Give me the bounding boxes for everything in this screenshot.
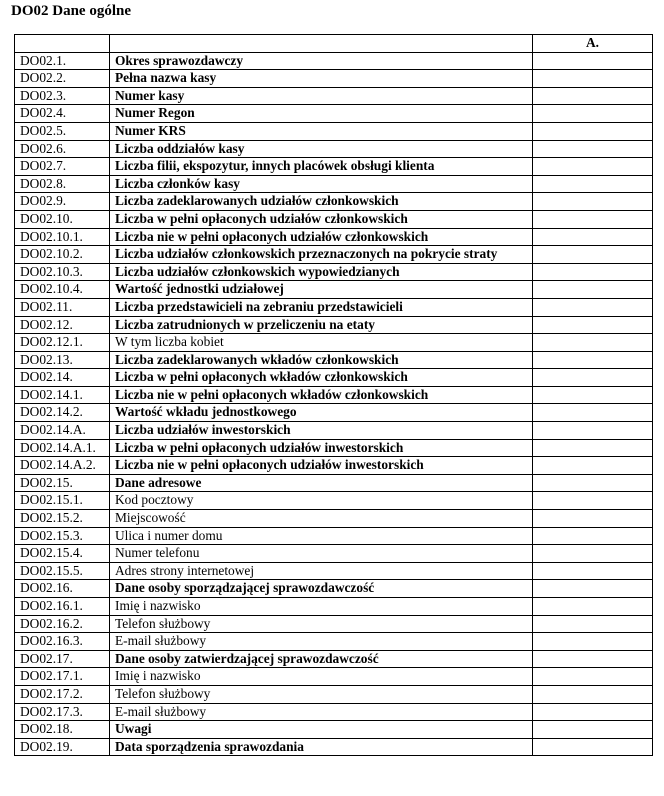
general-data-table (14, 34, 653, 756)
value-cell[interactable] (533, 474, 653, 492)
value-cell[interactable] (533, 298, 653, 316)
row-code: DO02.16.3. (15, 633, 110, 651)
value-cell[interactable] (533, 351, 653, 369)
row-code: DO02.10.1. (15, 228, 110, 246)
row-code: DO02.7. (15, 158, 110, 176)
table-row (15, 105, 653, 123)
value-cell[interactable] (533, 703, 653, 721)
value-cell[interactable] (533, 386, 653, 404)
table-row (15, 52, 653, 70)
table-row (15, 158, 653, 176)
value-cell[interactable] (533, 580, 653, 598)
table-row (15, 562, 653, 580)
row-label: Telefon służbowy (110, 685, 533, 703)
row-code: DO02.14.A.1. (15, 439, 110, 457)
row-code: DO02.13. (15, 351, 110, 369)
table-row (15, 545, 653, 563)
value-cell[interactable] (533, 615, 653, 633)
table-row (15, 422, 653, 440)
value-cell[interactable] (533, 404, 653, 422)
row-label: Liczba filii, ekspozytur, innych placówek obsługi klienta (110, 158, 533, 176)
row-label: Numer Regon (110, 105, 533, 123)
value-cell[interactable] (533, 140, 653, 158)
row-code: DO02.10.2. (15, 246, 110, 264)
row-code: DO02.5. (15, 122, 110, 140)
value-cell[interactable] (533, 527, 653, 545)
row-code: DO02.16. (15, 580, 110, 598)
row-code: DO02.15.5. (15, 562, 110, 580)
row-code: DO02.10. (15, 210, 110, 228)
row-code: DO02.14.A.2. (15, 457, 110, 475)
row-code: DO02.16.2. (15, 615, 110, 633)
table-row (15, 703, 653, 721)
value-cell[interactable] (533, 721, 653, 739)
row-label: Liczba zatrudnionych w przeliczeniu na etaty (110, 316, 533, 334)
row-code: DO02.15. (15, 474, 110, 492)
row-code: DO02.4. (15, 105, 110, 123)
column-a-header: A. (533, 35, 653, 53)
row-label: Imię i nazwisko (110, 668, 533, 686)
row-code: DO02.10.3. (15, 263, 110, 281)
row-code: DO02.10.4. (15, 281, 110, 299)
table-row (15, 281, 653, 299)
table-row (15, 668, 653, 686)
row-label: Numer kasy (110, 87, 533, 105)
row-code: DO02.17.1. (15, 668, 110, 686)
value-cell[interactable] (533, 439, 653, 457)
row-label: Telefon służbowy (110, 615, 533, 633)
table-row (15, 386, 653, 404)
table-row (15, 210, 653, 228)
row-label: Liczba oddziałów kasy (110, 140, 533, 158)
value-cell[interactable] (533, 158, 653, 176)
row-label: Liczba zadeklarowanych wkładów członkowskich (110, 351, 533, 369)
row-label: Pełna nazwa kasy (110, 70, 533, 88)
row-label: Liczba udziałów członkowskich przeznaczonych na pokrycie straty (110, 246, 533, 264)
value-cell[interactable] (533, 263, 653, 281)
value-cell[interactable] (533, 281, 653, 299)
row-code: DO02.17. (15, 650, 110, 668)
table-row (15, 175, 653, 193)
row-code: DO02.9. (15, 193, 110, 211)
row-code: DO02.16.1. (15, 598, 110, 616)
row-code: DO02.14.2. (15, 404, 110, 422)
row-label: W tym liczba kobiet (110, 334, 533, 352)
row-code: DO02.12.1. (15, 334, 110, 352)
value-cell[interactable] (533, 457, 653, 475)
value-cell[interactable] (533, 562, 653, 580)
row-label: Data sporządzenia sprawozdania (110, 738, 533, 756)
table-row (15, 598, 653, 616)
row-code: DO02.8. (15, 175, 110, 193)
row-label: Liczba w pełni opłaconych udziałów inwestorskich (110, 439, 533, 457)
header-label-cell (110, 35, 533, 53)
value-cell[interactable] (533, 193, 653, 211)
row-label: E-mail służbowy (110, 703, 533, 721)
value-cell[interactable] (533, 422, 653, 440)
value-cell[interactable] (533, 598, 653, 616)
row-code: DO02.14.A. (15, 422, 110, 440)
table-row (15, 246, 653, 264)
table-row (15, 510, 653, 528)
table-row (15, 439, 653, 457)
value-cell[interactable] (533, 650, 653, 668)
row-label: Numer telefonu (110, 545, 533, 563)
value-cell[interactable] (533, 492, 653, 510)
value-cell[interactable] (533, 87, 653, 105)
row-code: DO02.15.1. (15, 492, 110, 510)
value-cell[interactable] (533, 70, 653, 88)
row-label: Liczba nie w pełni opłaconych wkładów członkowskich (110, 386, 533, 404)
row-label: Ulica i numer domu (110, 527, 533, 545)
table-row (15, 140, 653, 158)
row-code: DO02.15.2. (15, 510, 110, 528)
row-label: Liczba nie w pełni opłaconych udziałów członkowskich (110, 228, 533, 246)
value-cell[interactable] (533, 316, 653, 334)
table-row (15, 228, 653, 246)
value-cell[interactable] (533, 175, 653, 193)
table-row (15, 721, 653, 739)
table-row (15, 615, 653, 633)
row-code: DO02.2. (15, 70, 110, 88)
row-label: Liczba w pełni opłaconych wkładów członkowskich (110, 369, 533, 387)
table-row (15, 351, 653, 369)
table-row (15, 457, 653, 475)
row-label: Wartość wkładu jednostkowego (110, 404, 533, 422)
table-header-row (15, 35, 653, 53)
row-label: Liczba udziałów członkowskich wypowiedzianych (110, 263, 533, 281)
value-cell[interactable] (533, 122, 653, 140)
value-cell[interactable] (533, 105, 653, 123)
table-row (15, 685, 653, 703)
table-row (15, 633, 653, 651)
row-code: DO02.18. (15, 721, 110, 739)
row-label: Dane adresowe (110, 474, 533, 492)
row-label: Kod pocztowy (110, 492, 533, 510)
row-code: DO02.17.3. (15, 703, 110, 721)
row-label: Liczba udziałów inwestorskich (110, 422, 533, 440)
row-code: DO02.15.4. (15, 545, 110, 563)
row-code: DO02.17.2. (15, 685, 110, 703)
value-cell[interactable] (533, 685, 653, 703)
row-label: Miejscowość (110, 510, 533, 528)
header-code-cell (15, 35, 110, 53)
row-code: DO02.15.3. (15, 527, 110, 545)
row-code: DO02.19. (15, 738, 110, 756)
row-label: Uwagi (110, 721, 533, 739)
table-row (15, 492, 653, 510)
table-row (15, 263, 653, 281)
row-label: Liczba przedstawicieli na zebraniu przedstawicieli (110, 298, 533, 316)
table-row (15, 70, 653, 88)
row-code: DO02.14. (15, 369, 110, 387)
row-code: DO02.11. (15, 298, 110, 316)
row-code: DO02.12. (15, 316, 110, 334)
document-title: DO02 Dane ogólne (11, 3, 131, 19)
row-label: Okres sprawozdawczy (110, 52, 533, 70)
table-row (15, 122, 653, 140)
value-cell[interactable] (533, 52, 653, 70)
table-row (15, 369, 653, 387)
row-label: Liczba w pełni opłaconych udziałów członkowskich (110, 210, 533, 228)
row-code: DO02.1. (15, 52, 110, 70)
row-label: Liczba nie w pełni opłaconych udziałów inwestorskich (110, 457, 533, 475)
row-label: Dane osoby sporządzającej sprawozdawczość (110, 580, 533, 598)
table-row (15, 527, 653, 545)
table-row (15, 334, 653, 352)
row-label: Adres strony internetowej (110, 562, 533, 580)
table-row (15, 580, 653, 598)
table-row (15, 650, 653, 668)
value-cell[interactable] (533, 668, 653, 686)
value-cell[interactable] (533, 369, 653, 387)
row-code: DO02.6. (15, 140, 110, 158)
table-row (15, 738, 653, 756)
table-row (15, 474, 653, 492)
row-code: DO02.3. (15, 87, 110, 105)
value-cell[interactable] (533, 210, 653, 228)
value-cell[interactable] (533, 633, 653, 651)
value-cell[interactable] (533, 738, 653, 756)
row-label: Wartość jednostki udziałowej (110, 281, 533, 299)
value-cell[interactable] (533, 545, 653, 563)
table-row (15, 298, 653, 316)
row-label: Liczba zadeklarowanych udziałów członkowskich (110, 193, 533, 211)
table-row (15, 193, 653, 211)
row-label: Imię i nazwisko (110, 598, 533, 616)
value-cell[interactable] (533, 228, 653, 246)
table-row (15, 404, 653, 422)
value-cell[interactable] (533, 334, 653, 352)
row-label: Dane osoby zatwierdzającej sprawozdawczość (110, 650, 533, 668)
value-cell[interactable] (533, 246, 653, 264)
table-row (15, 87, 653, 105)
row-label: Numer KRS (110, 122, 533, 140)
row-label: E-mail służbowy (110, 633, 533, 651)
row-label: Liczba członków kasy (110, 175, 533, 193)
row-code: DO02.14.1. (15, 386, 110, 404)
table-row (15, 316, 653, 334)
value-cell[interactable] (533, 510, 653, 528)
